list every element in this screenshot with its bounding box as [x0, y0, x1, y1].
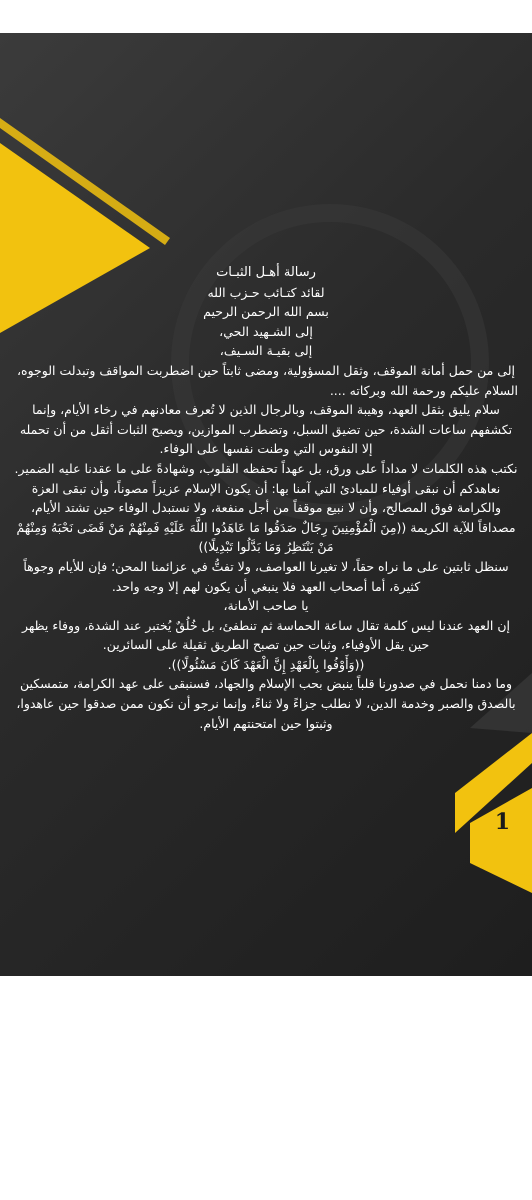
quran-verse-2: ((وَأَوْفُوا بِالْعَهْدِ إِنَّ الْعَهْدَ كَانَ مَسْئُولًا)).	[167, 656, 365, 672]
paragraph-2: نكتب هذه الكلمات لا مداداً على ورق، بل عهداً تحفظه القلوب، وشهادةً على ما عقدنا عليه الضمير.	[14, 460, 518, 476]
address-line-2: إلى بقيـة السـيف،	[219, 343, 313, 359]
paragraph-5: سنظل ثابتين على ما نراه حقاً، لا تغيرنا العواصف، ولا تفتُّ في عزائمنا المحن؛ فإن للأيام وجوهاً كثيرة، أما أصحاب العهد فلا ينبغي أن يكون لهم إلا وجه واحد.	[23, 558, 509, 594]
paragraph-1: سلام يليق بثقل العهد، وهيبة الموقف، وبالرجال الذين لا تُعرف معادنهم في رخاء الأيام، وإنما تكشفهم ساعات الشدة، حين تضيق السبل، وتضطرب الموازين، ويصبح الثبات أثقل من أن تحمله إلا النفوس التي وطنت نفسها على الوفاء.	[19, 402, 513, 457]
letter-page	[0, 33, 532, 976]
paragraph-6: يا صاحب الأمانة،	[223, 598, 309, 614]
page-number: 1	[494, 809, 510, 835]
basmala: بسم الله الرحمن الرحيم	[203, 304, 329, 320]
paragraph-9: وما دمنا نحمل في صدورنا قلباً ينبض بحب الإسلام والجهاد، فسنبقى على عهد الكرامة، متمسكين بالصدق والصبر وخدمة الدين، لا نطلب جزاءً ولا ثناءً، وإنما نرجو أن نكون ممن صدقوا حين عاهدوا، وثبتوا حين امتحنتهم الأيام.	[16, 676, 516, 731]
letter-subtitle: لقائد كتـائب حـزب الله	[207, 284, 325, 300]
letter-title: رسالة أهـل الثبـات	[216, 265, 316, 280]
paragraph-7: إن العهد عندنا ليس كلمة تقال ساعة الحماسة ثم تنطفئ، بل خُلُقٌ يُختبر عند الشدة، ووفاء يظهر حين يقل الأوفياء، وثبات حين تصبح الطريق ثقيلة على السائرين.	[22, 617, 510, 653]
quran-verse-1: مصداقاً للآية الكريمة ((مِنَ الْمُؤْمِنِينَ رِجَالٌ صَدَقُوا مَا عَاهَدُوا اللَّهَ عَلَيْهِ فَمِنْهُمْ مَنْ قَضَى نَحْبَهُ وَمِنْهُمْ مَنْ يَنْتَظِرُ وَمَا بَدَّلُوا تَبْدِيلًا))	[16, 519, 516, 555]
letter-text	[14, 263, 518, 733]
address-line-1: إلى الشـهيد الحي،	[219, 323, 313, 339]
greeting: السلام عليكم ورحمة الله وبركاته ....	[329, 382, 518, 398]
paragraph-3: نعاهدكم أن نبقى أوفياء للمبادئ التي آمنا بها: أن يكون الإسلام عزيزاً مصوناً، وأن تبقى العزة والكرامة فوق المصالح، وأن لا نبيع موقفاً من أجل منفعة، ولا نستبدل الوفاء حين تشتد الأيام،	[30, 480, 501, 516]
intro-paragraph: إلى من حمل أمانة الموقف، وثقل المسؤولية، ومضى ثابتاً حين اضطربت المواقف وتبدلت الوجوه،	[17, 362, 515, 378]
